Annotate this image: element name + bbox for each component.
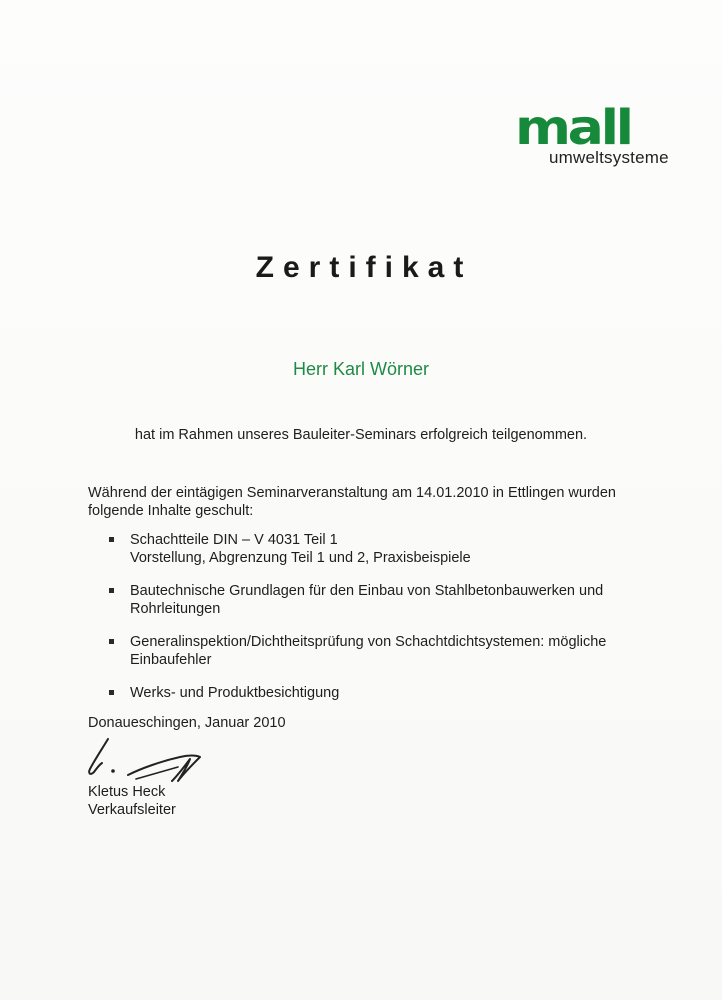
list-item [88, 684, 648, 702]
list-item-line: Generalinspektion/Dichtheitsprüfung von Schachtdichtsystemen: mögliche [130, 634, 607, 650]
signer-role: Verkaufsleiter [88, 802, 176, 818]
list-item-line: Werks- und Produktbesichtigung [130, 685, 340, 701]
recipient-name: Herr Karl Wörner [292, 359, 430, 379]
list-item [88, 531, 648, 567]
participation-statement: hat im Rahmen unseres Bauleiter-Seminars erfolgreich teilgenommen. [134, 427, 588, 443]
list-item-line: Bautechnische Grundlagen für den Einbau von Stahlbetonbauwerken und [130, 583, 604, 599]
bullet-icon [109, 639, 114, 644]
place-date: Donaueschingen, Januar 2010 [88, 715, 286, 731]
list-item [88, 633, 648, 669]
certificate-title: Zertifikat [255, 251, 473, 284]
topics-list [88, 531, 648, 717]
list-item-line: Schachtteile DIN – V 4031 Teil 1 [130, 532, 338, 548]
list-item-line: Rohrleitungen [130, 601, 221, 617]
bullet-icon [109, 588, 114, 593]
list-item-line: Einbaufehler [130, 652, 212, 668]
list-item [88, 582, 648, 618]
bullet-icon [109, 537, 114, 542]
bullet-icon [109, 690, 114, 695]
logo-wordmark: mall [515, 100, 631, 156]
signer-name: Kletus Heck [88, 784, 166, 800]
logo-subtitle: umweltsysteme [549, 148, 669, 167]
seminar-description: Während der eintägigen Seminarveranstaltung am 14.01.2010 in Ettlingen wurden folgende Inhalte geschult: [88, 485, 616, 519]
list-item-line: Vorstellung, Abgrenzung Teil 1 und 2, Praxisbeispiele [130, 550, 471, 566]
company-logo [515, 100, 695, 174]
